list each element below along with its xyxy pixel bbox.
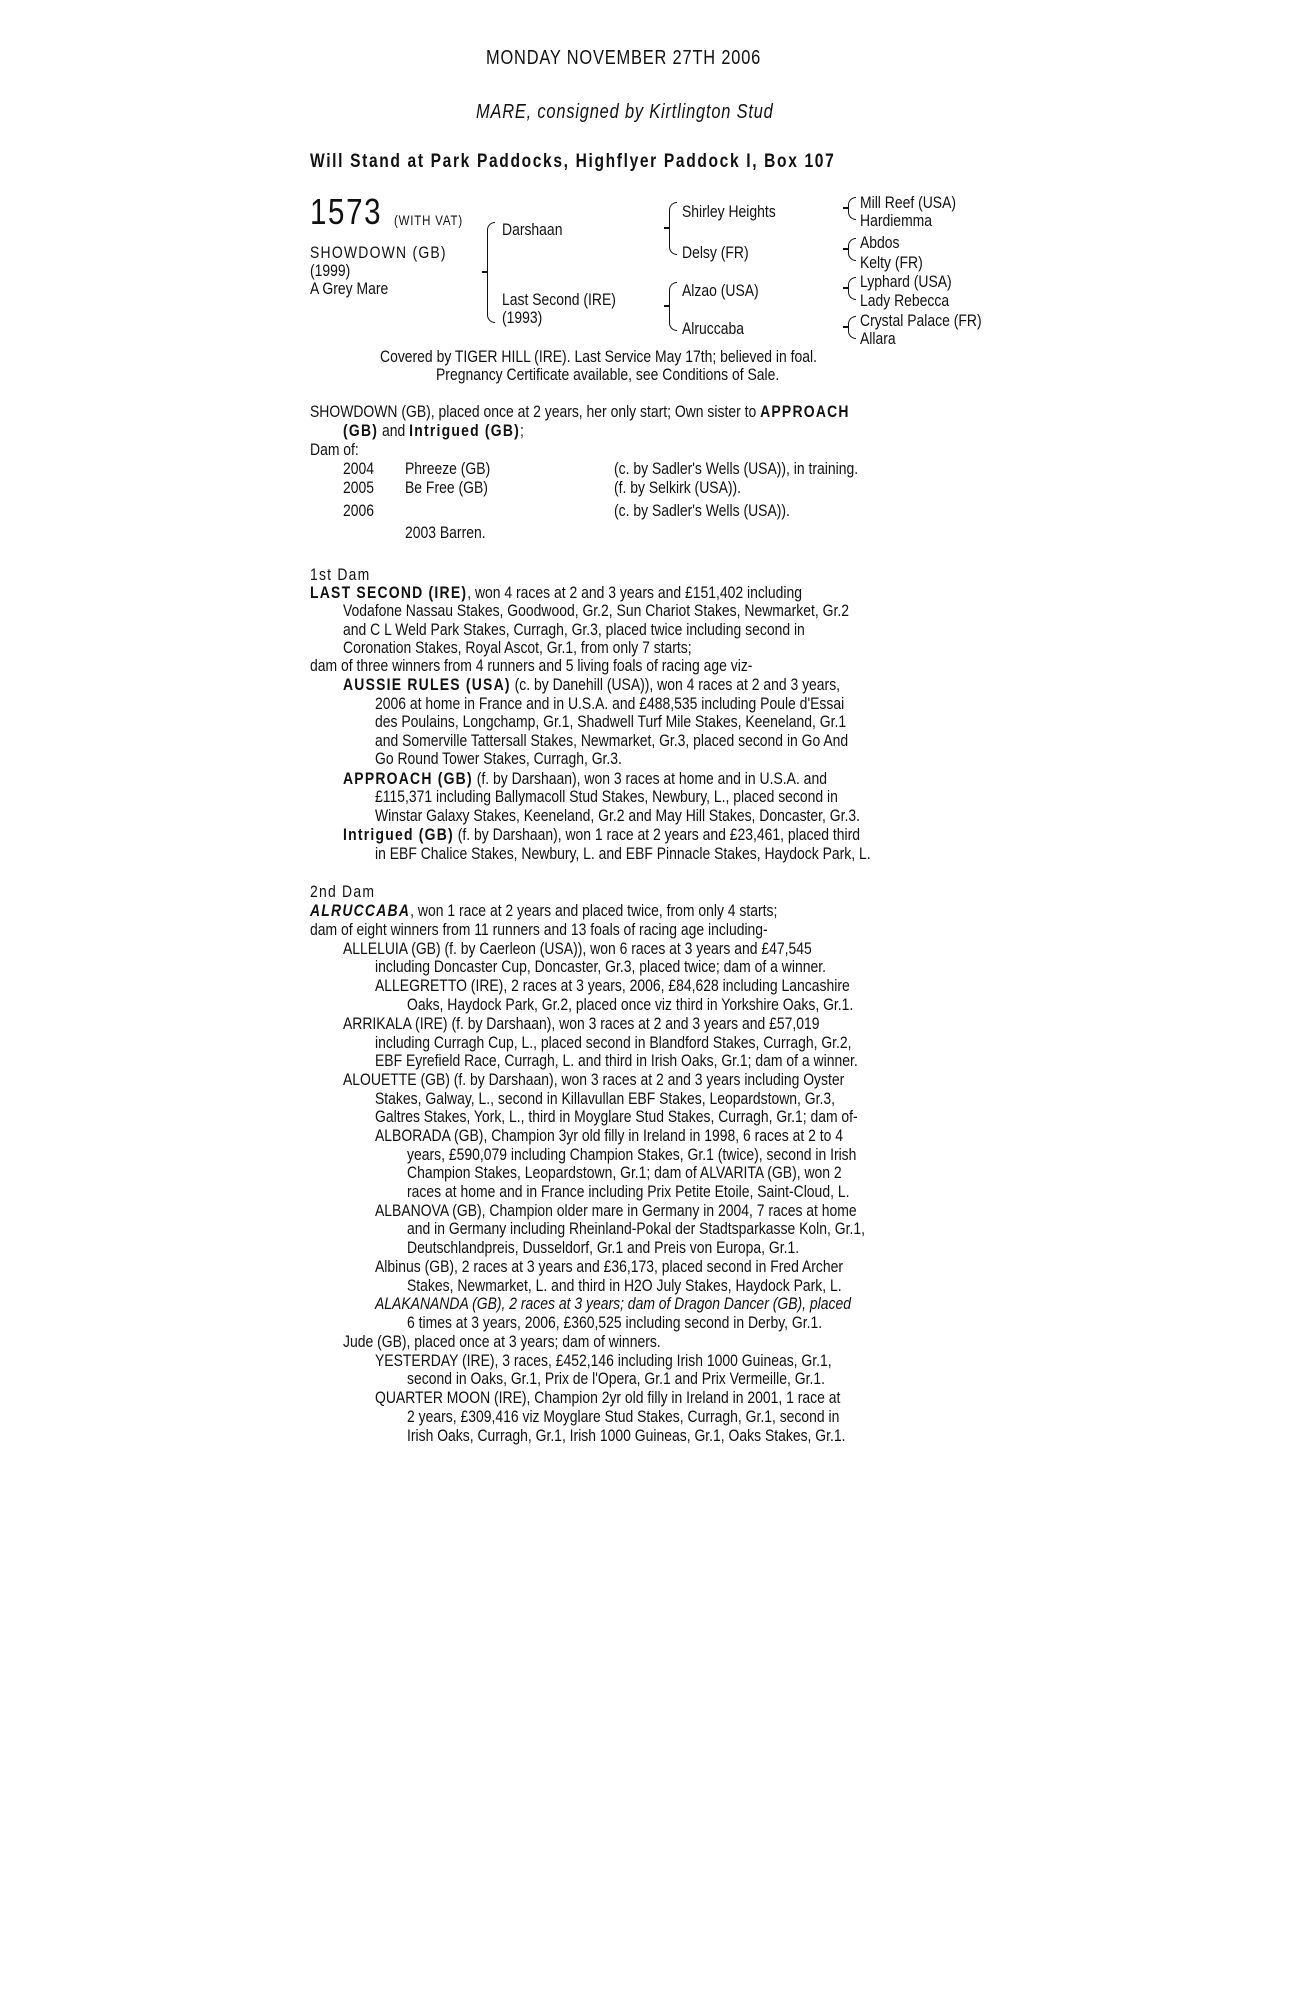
- pedigree-brace: [843, 287, 849, 289]
- second-dam-line: dam of eight winners from 11 runners and 13 foals of racing age including-: [310, 920, 768, 939]
- second-dam-title: 2nd Dam: [310, 882, 376, 901]
- pedigree-brace: [848, 249, 856, 261]
- pedigree-brace: [482, 271, 488, 273]
- second-dam-line: including Doncaster Cup, Doncaster, Gr.3, placed twice; dam of a winner.: [375, 957, 826, 976]
- pedigree-brace: [843, 207, 849, 209]
- second-dam-line: and in Germany including Rheinland-Pokal der Stadtsparkasse Koln, Gr.1,: [407, 1219, 865, 1238]
- first-dam-line: LAST SECOND (IRE), won 4 races at 2 and 3 years and £151,402 including: [310, 583, 803, 602]
- second-dam-line: QUARTER MOON (IRE), Champion 2yr old filly in Ireland in 2001, 1 race at: [375, 1388, 841, 1407]
- pedigree-brace: [669, 228, 677, 255]
- produce-name: Be Free (GB): [405, 478, 488, 497]
- first-dam-line: Coronation Stakes, Royal Ascot, Gr.1, from only 7 starts;: [343, 638, 692, 657]
- pedigree-brace: [843, 326, 849, 328]
- second-dam-line: races at home and in France including Prix Petite Etoile, Saint-Cloud, L.: [407, 1182, 850, 1201]
- second-dam-line: ALAKANANDA (GB), 2 races at 3 years; dam of Dragon Dancer (GB), placed: [375, 1294, 851, 1313]
- sale-date: MONDAY NOVEMBER 27TH 2006: [486, 47, 762, 69]
- produce-note: (c. by Sadler's Wells (USA)), in training.: [614, 459, 859, 478]
- produce-year: 2004: [343, 459, 375, 478]
- produce-year: 2005: [343, 478, 375, 497]
- first-dam-line: APPROACH (GB) (f. by Darshaan), won 3 races at home and in U.S.A. and: [343, 769, 827, 788]
- dam-of-label: Dam of:: [310, 440, 359, 459]
- pregnancy-note: Pregnancy Certificate available, see Conditions of Sale.: [436, 365, 780, 384]
- second-dam-line: ALLEGRETTO (IRE), 2 races at 3 years, 2006, £84,628 including Lancashire: [375, 976, 850, 995]
- horse-name: SHOWDOWN (GB): [310, 243, 447, 262]
- sire-sire: Shirley Heights: [682, 202, 776, 221]
- ancestor: Mill Reef (USA): [860, 193, 957, 212]
- produce-year: 2006: [343, 501, 375, 520]
- first-dam-line: AUSSIE RULES (USA) (c. by Danehill (USA)), won 4 races at 2 and 3 years,: [343, 675, 841, 694]
- lot-number: 1573: [310, 191, 383, 232]
- first-dam-line: Vodafone Nassau Stakes, Goodwood, Gr.2, Sun Chariot Stakes, Newmarket, Gr.2: [343, 601, 849, 620]
- first-dam-line: Intrigued (GB) (f. by Darshaan), won 1 race at 2 years and £23,461, placed third: [343, 825, 860, 844]
- second-dam-line: ALLELUIA (GB) (f. by Caerleon (USA)), won 6 races at 3 years and £47,545: [343, 939, 812, 958]
- first-dam-line: and C L Weld Park Stakes, Curragh, Gr.3, placed twice including second in: [343, 620, 805, 639]
- pedigree-brace: [487, 222, 495, 273]
- second-dam-line: Stakes, Galway, L., second in Killavullan EBF Stakes, Leopardstown, Gr.3,: [375, 1089, 835, 1108]
- produce-name: Phreeze (GB): [405, 459, 491, 478]
- second-dam-line: Deutschlandpreis, Dusseldorf, Gr.1 and Preis von Europa, Gr.1.: [407, 1238, 800, 1257]
- horse-description: A Grey Mare: [310, 279, 389, 298]
- sire: Darshaan: [502, 220, 563, 239]
- second-dam-line: Champion Stakes, Leopardstown, Gr.1; dam of ALVARITA (GB), won 2: [407, 1163, 842, 1182]
- second-dam-line: second in Oaks, Gr.1, Prix de l'Opera, Gr.1 and Prix Vermeille, Gr.1.: [407, 1369, 825, 1388]
- second-dam-line: ARRIKALA (IRE) (f. by Darshaan), won 3 races at 2 and 3 years and £57,019: [343, 1014, 820, 1033]
- pedigree-brace: [487, 272, 495, 323]
- ancestor: Kelty (FR): [860, 253, 923, 272]
- vat-note: (WITH VAT): [394, 212, 463, 228]
- pedigree-brace: [669, 282, 677, 307]
- pedigree-brace: [669, 202, 677, 229]
- dam-year: (1993): [502, 308, 543, 327]
- second-dam-line: including Curragh Cup, L., placed second in Blandford Stakes, Curragh, Gr.2,: [375, 1033, 852, 1052]
- first-dam-line: dam of three winners from 4 runners and 5 living foals of racing age viz-: [310, 656, 753, 675]
- ancestor: Lady Rebecca: [860, 291, 950, 310]
- pedigree-brace: [669, 306, 677, 331]
- first-dam-line: and Somerville Tattersall Stakes, Newmarket, Gr.3, placed second in Go And: [375, 731, 849, 750]
- dam-dam: Alruccaba: [682, 319, 744, 338]
- intro-line: (GB) and Intrigued (GB);: [343, 421, 524, 440]
- sire-dam: Delsy (FR): [682, 243, 749, 262]
- second-dam-line: years, £590,079 including Champion Stakes, Gr.1 (twice), second in Irish: [407, 1145, 857, 1164]
- location-line: Will Stand at Park Paddocks, Highflyer Paddock I, Box 107: [310, 151, 836, 172]
- horse-year: (1999): [310, 261, 351, 280]
- second-dam-line: YESTERDAY (IRE), 3 races, £452,146 including Irish 1000 Guineas, Gr.1,: [375, 1351, 832, 1370]
- second-dam-line: ALBORADA (GB), Champion 3yr old filly in Ireland in 1998, 6 races at 2 to 4: [375, 1126, 844, 1145]
- produce-note: (f. by Selkirk (USA)).: [614, 478, 742, 497]
- first-dam-line: in EBF Chalice Stakes, Newbury, L. and EBF Pinnacle Stakes, Haydock Park, L.: [375, 844, 871, 863]
- second-dam-line: Jude (GB), placed once at 3 years; dam of winners.: [343, 1332, 661, 1351]
- dam-sire: Alzao (USA): [682, 281, 759, 300]
- first-dam-line: des Poulains, Longchamp, Gr.1, Shadwell Turf Mile Stakes, Keeneland, Gr.1: [375, 712, 847, 731]
- pedigree-brace: [848, 208, 856, 220]
- first-dam-line: Go Round Tower Stakes, Curragh, Gr.3.: [375, 749, 622, 768]
- second-dam-line: Oaks, Haydock Park, Gr.2, placed once viz third in Yorkshire Oaks, Gr.1.: [407, 995, 854, 1014]
- second-dam-line: Galtres Stakes, York, L., third in Moyglare Stud Stakes, Curragh, Gr.1; dam of-: [375, 1107, 858, 1126]
- first-dam-line: £115,371 including Ballymacoll Stud Stakes, Newbury, L., placed second in: [375, 787, 838, 806]
- second-dam-line: Albinus (GB), 2 races at 3 years and £36,173, placed second in Fred Archer: [375, 1257, 844, 1276]
- second-dam-line: 6 times at 3 years, 2006, £360,525 including second in Derby, Gr.1.: [407, 1313, 823, 1332]
- ancestor: Allara: [860, 329, 896, 348]
- second-dam-line: EBF Eyrefield Race, Curragh, L. and third in Irish Oaks, Gr.1; dam of a winner.: [375, 1051, 858, 1070]
- pedigree-brace: [664, 305, 670, 307]
- second-dam-line: Stakes, Newmarket, L. and third in H2O July Stakes, Haydock Park, L.: [407, 1276, 842, 1295]
- second-dam-line: ALBANOVA (GB), Champion older mare in Germany in 2004, 7 races at home: [375, 1201, 857, 1220]
- ancestor: Hardiemma: [860, 211, 933, 230]
- second-dam-line: ALOUETTE (GB) (f. by Darshaan), won 3 races at 2 and 3 years including Oyster: [343, 1070, 845, 1089]
- barren-note: 2003 Barren.: [405, 523, 486, 542]
- first-dam-line: 2006 at home in France and in U.S.A. and £488,535 including Poule d'Essai: [375, 694, 845, 713]
- pedigree-brace: [843, 248, 849, 250]
- intro-line: SHOWDOWN (GB), placed once at 2 years, her only start; Own sister to APPROACH: [310, 402, 850, 421]
- second-dam-line: 2 years, £309,416 viz Moyglare Stud Stakes, Curragh, Gr.1, second in: [407, 1407, 840, 1426]
- second-dam-line: Irish Oaks, Curragh, Gr.1, Irish 1000 Guineas, Gr.1, Oaks Stakes, Gr.1.: [407, 1426, 846, 1445]
- ancestor: Crystal Palace (FR): [860, 311, 982, 330]
- first-dam-title: 1st Dam: [310, 565, 371, 584]
- pedigree-brace: [848, 288, 856, 300]
- pedigree-brace: [848, 327, 856, 339]
- covered-note: Covered by TIGER HILL (IRE). Last Service May 17th; believed in foal.: [380, 347, 817, 366]
- ancestor: Abdos: [860, 233, 900, 252]
- consignor-line: MARE, consigned by Kirtlington Stud: [476, 101, 774, 123]
- dam: Last Second (IRE): [502, 290, 616, 309]
- ancestor: Lyphard (USA): [860, 272, 952, 291]
- second-dam-line: ALRUCCABA, won 1 race at 2 years and placed twice, from only 4 starts;: [310, 901, 778, 920]
- first-dam-line: Winstar Galaxy Stakes, Keeneland, Gr.2 and May Hill Stakes, Doncaster, Gr.3.: [375, 806, 861, 825]
- pedigree-brace: [664, 227, 670, 229]
- produce-note: (c. by Sadler's Wells (USA)).: [614, 501, 790, 520]
